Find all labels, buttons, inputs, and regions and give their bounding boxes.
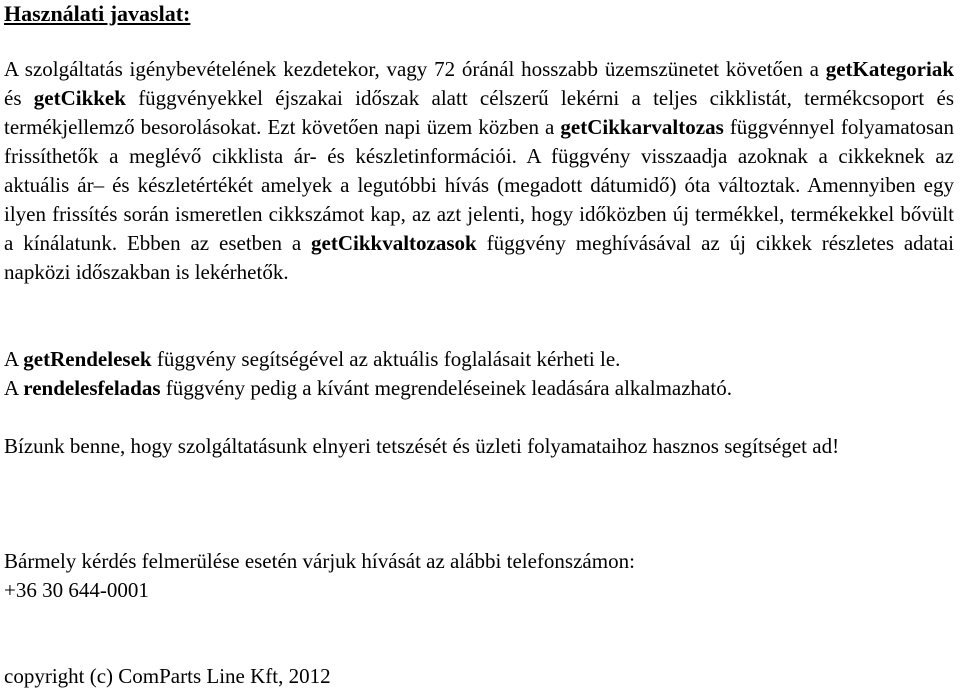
- rendelesfeladas-text-1: A: [4, 376, 24, 400]
- intro-text-5: függvény meghívásával az új cikkek részletes adatai napközi időszakban is lekérhetők.: [4, 231, 954, 284]
- rendelesek-text-1: A: [4, 347, 24, 371]
- rendelesfeladas-paragraph: [4, 374, 954, 403]
- fn-getcikkek: getCikkek: [33, 86, 126, 110]
- copyright-line: copyright (c) ComParts Line Kft, 2012: [4, 664, 331, 688]
- intro-text-3: függvényekkel éjszakai időszak alatt célszerű lekérni a teljes cikklistát, termékcsoport és termékjellemző besorolásokat. Ezt követően napi üzem közben a: [4, 86, 954, 139]
- usage-heading: Használati javaslat:: [4, 1, 191, 26]
- contact-phone: +36 30 644-0001: [4, 578, 149, 602]
- rendelesek-paragraph: [4, 345, 954, 374]
- fn-getcikkarvaltozas: getCikkarvaltozas: [560, 115, 724, 139]
- fn-getcikkvaltozasok: getCikkvaltozasok: [311, 231, 477, 255]
- fn-getrendelesek: getRendelesek: [23, 347, 152, 371]
- intro-text-2: és: [4, 86, 34, 110]
- rendelesfeladas-text-2: függvény pedig a kívánt megrendeléseinek leadására alkalmazható.: [160, 376, 732, 400]
- closing-paragraph: Bízunk benne, hogy szolgáltatásunk elnyeri tetszését és üzleti folyamataihoz hasznos segítséget ad!: [4, 434, 840, 458]
- intro-text-1: A szolgáltatás igénybevételének kezdetekor, vagy 72 óránál hosszabb üzemszünetet követően a: [4, 57, 826, 81]
- intro-paragraph: [4, 55, 954, 287]
- intro-text-4: függvénnyel folyamatosan frissíthetők a meglévő cikklista ár- és készletinformációi. A függvény visszaadja azoknak a cikkeknek az aktuális ár– és készletértékét amelyek a legutóbbi hívás (megadott dátumidő) óta változtak. Amennyiben egy ilyen frissítés során ismeretlen cikkszámot kap, az azt jelenti, hogy időközben új termékkel, termékekkel bővült a kínálatunk. Ebben az esetben a: [4, 115, 954, 255]
- rendelesek-text-2: függvény segítségével az aktuális foglalásait kérheti le.: [151, 347, 621, 371]
- fn-rendelesfeladas: rendelesfeladas: [23, 376, 161, 400]
- contact-label: Bármely kérdés felmerülése esetén várjuk hívását az alábbi telefonszámon:: [4, 549, 635, 573]
- fn-getkategoriak: getKategoriak: [825, 57, 954, 81]
